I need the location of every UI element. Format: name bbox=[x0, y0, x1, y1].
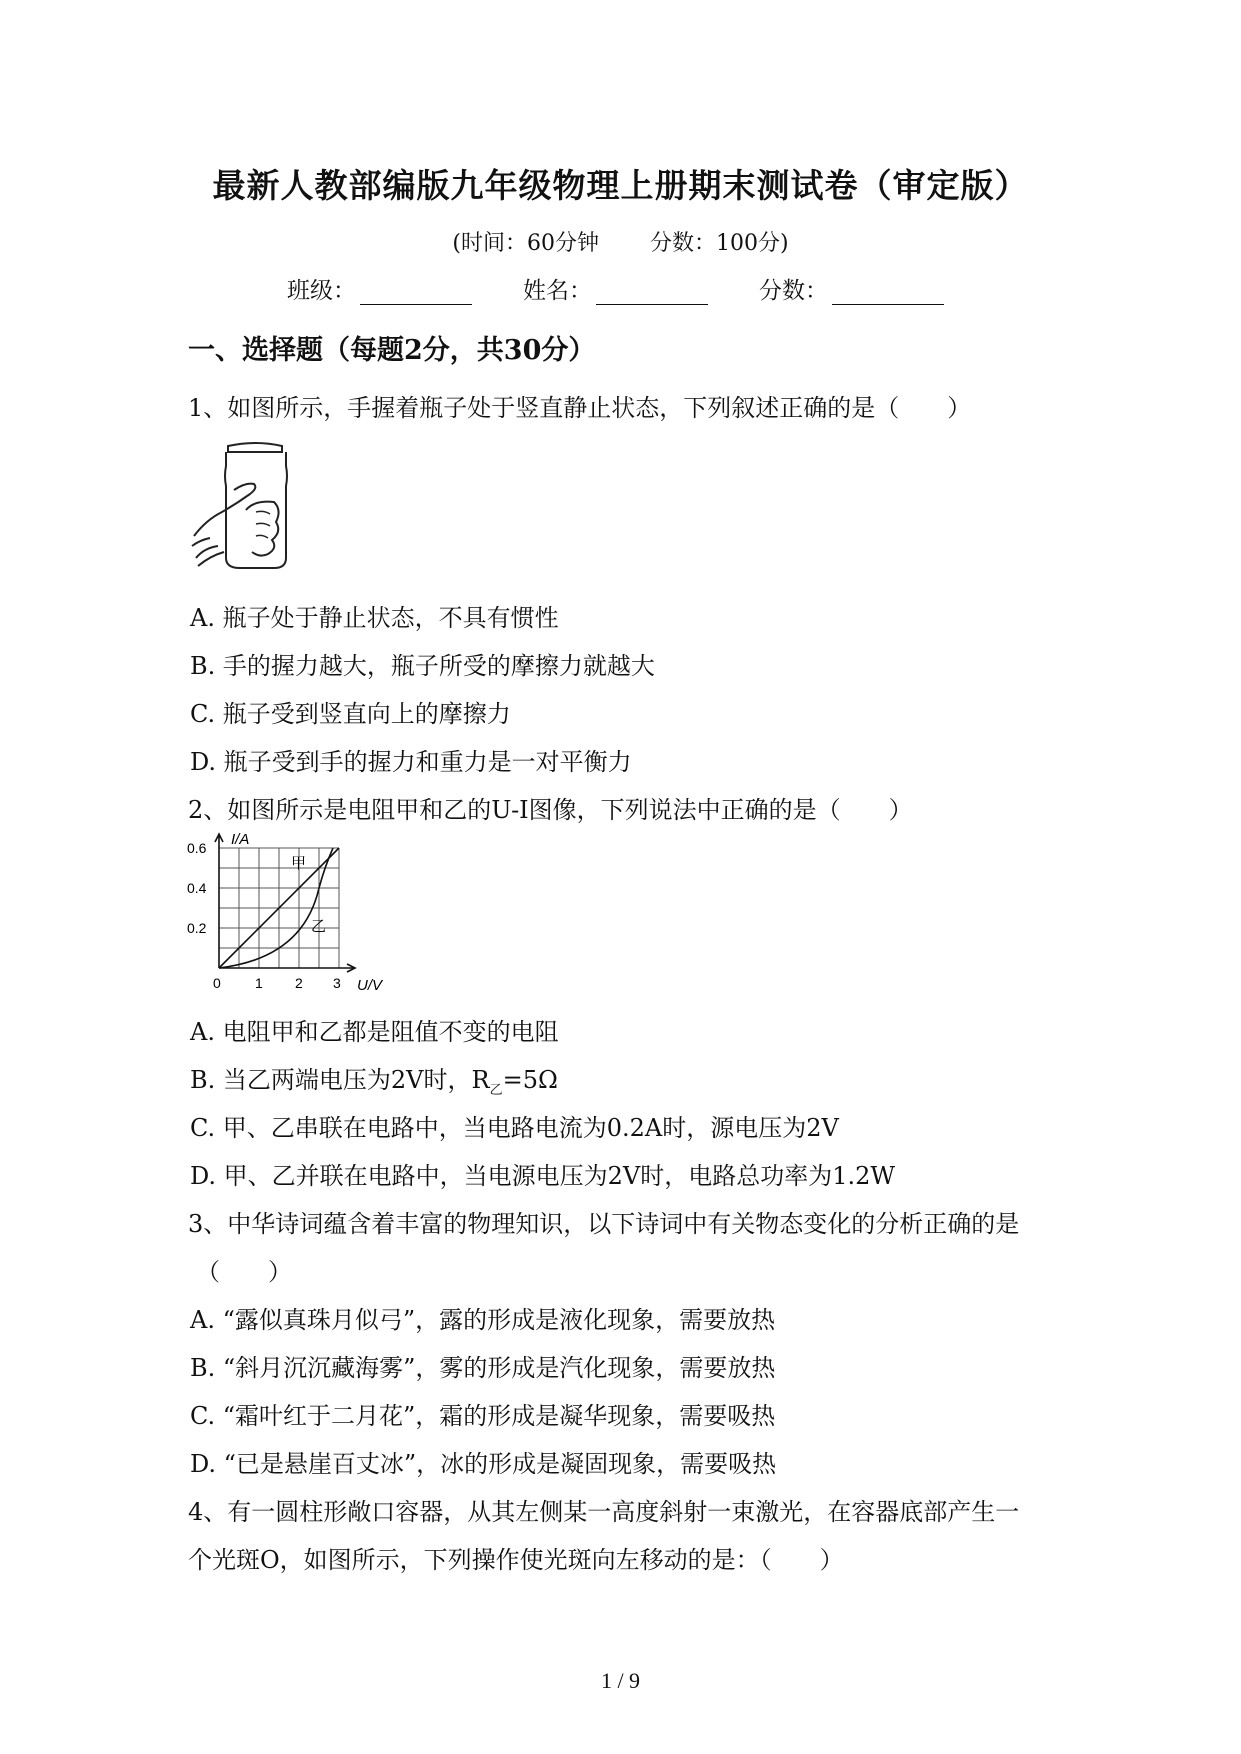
score-field bbox=[759, 272, 944, 305]
name-blank bbox=[596, 282, 708, 305]
exam-meta bbox=[0, 226, 1241, 257]
name-field bbox=[523, 272, 708, 305]
question-2-stem: 2、如图所示是电阻甲和乙的U-I图像，下列说法中正确的是（ ） bbox=[188, 796, 913, 824]
page-number: 1 / 9 bbox=[600, 1668, 641, 1693]
x-tick-label: 2 bbox=[295, 975, 303, 991]
bottle-cap bbox=[228, 443, 282, 452]
total-score: 分数：100分) bbox=[650, 231, 789, 256]
x-tick-label: 0 bbox=[213, 975, 221, 991]
question-4-stem-cont: 个光斑O，如图所示，下列操作使光斑向左移动的是：（ ） bbox=[188, 1546, 844, 1574]
score-blank bbox=[832, 282, 944, 305]
x-tick-label: 3 bbox=[333, 975, 341, 991]
x-tick-label: 1 bbox=[255, 975, 263, 991]
class-blank bbox=[360, 282, 472, 305]
score-label: 分数： bbox=[759, 278, 828, 304]
question-1-stem: 1、如图所示，手握着瓶子处于竖直静止状态，下列叙述正确的是（ ） bbox=[188, 394, 972, 422]
resistance-value: =5Ω bbox=[502, 1066, 558, 1094]
question-2-option-a: A. 电阻甲和乙都是阻值不变的电阻 bbox=[190, 1018, 559, 1046]
bottle-hand-figure bbox=[190, 440, 300, 575]
y-tick-label: 0.6 bbox=[187, 840, 207, 856]
name-label: 姓名： bbox=[523, 278, 592, 304]
section-heading: 一、选择题（每题2分，共30分） bbox=[188, 335, 596, 366]
hand-wrist bbox=[192, 538, 224, 566]
class-label: 班级： bbox=[287, 278, 356, 304]
question-1-option-c: C. 瓶子受到竖直向上的摩擦力 bbox=[190, 700, 511, 728]
x-axis-label: U/V bbox=[357, 977, 383, 994]
y-tick-label: 0.2 bbox=[187, 920, 207, 936]
question-3-stem: 3、中华诗词蕴含着丰富的物理知识，以下诗词中有关物态变化的分析正确的是 bbox=[188, 1210, 1020, 1238]
question-1-option-a: A. 瓶子处于静止状态，不具有惯性 bbox=[190, 604, 559, 632]
question-2-option-c: C. 甲、乙串联在电路中，当电路电流为0.2A时，源电压为2V bbox=[190, 1114, 839, 1142]
resistance-symbol: R bbox=[471, 1066, 490, 1094]
question-3-option-a: A. “露似真珠月似弓”，露的形成是液化现象，需要放热 bbox=[190, 1306, 776, 1334]
option-b-text: B. 当乙两端电压为2V时， bbox=[190, 1066, 472, 1094]
page-title: 最新人教部编版九年级物理上册期末测试卷（审定版） bbox=[212, 166, 1029, 205]
question-3-option-d: D. “已是悬崖百丈冰”，冰的形成是凝固现象，需要吸热 bbox=[190, 1450, 777, 1478]
question-1-option-d: D. 瓶子受到手的握力和重力是一对平衡力 bbox=[190, 748, 632, 776]
class-field bbox=[287, 272, 472, 305]
question-3-option-c: C. “霜叶红于二月花”，霜的形成是凝华现象，需要吸热 bbox=[190, 1402, 776, 1430]
question-2-option-b bbox=[190, 1060, 558, 1098]
curve-label-yi: 乙 bbox=[311, 918, 327, 935]
hand-fingers bbox=[194, 484, 279, 556]
y-tick-label: 0.4 bbox=[187, 880, 207, 896]
time-limit: (时间：60分钟 bbox=[452, 231, 599, 256]
question-4-stem: 4、有一圆柱形敞口容器，从其左侧某一高度斜射一束激光，在容器底部产生一 bbox=[188, 1498, 1020, 1526]
curve-label-jia: 甲 bbox=[291, 855, 307, 872]
question-3-option-b: B. “斜月沉沉藏海雾”，雾的形成是汽化现象，需要放热 bbox=[190, 1354, 776, 1382]
y-axis-label: I/A bbox=[231, 831, 250, 848]
ui-graph-figure bbox=[185, 830, 395, 1000]
question-3-stem-cont: （ ） bbox=[196, 1258, 292, 1286]
question-2-option-d: D. 甲、乙并联在电路中，当电源电压为2V时，电路总功率为1.2W bbox=[190, 1162, 896, 1190]
question-1-option-b: B. 手的握力越大，瓶子所受的摩擦力就越大 bbox=[190, 652, 655, 680]
resistance-subscript: 乙 bbox=[489, 1082, 503, 1098]
